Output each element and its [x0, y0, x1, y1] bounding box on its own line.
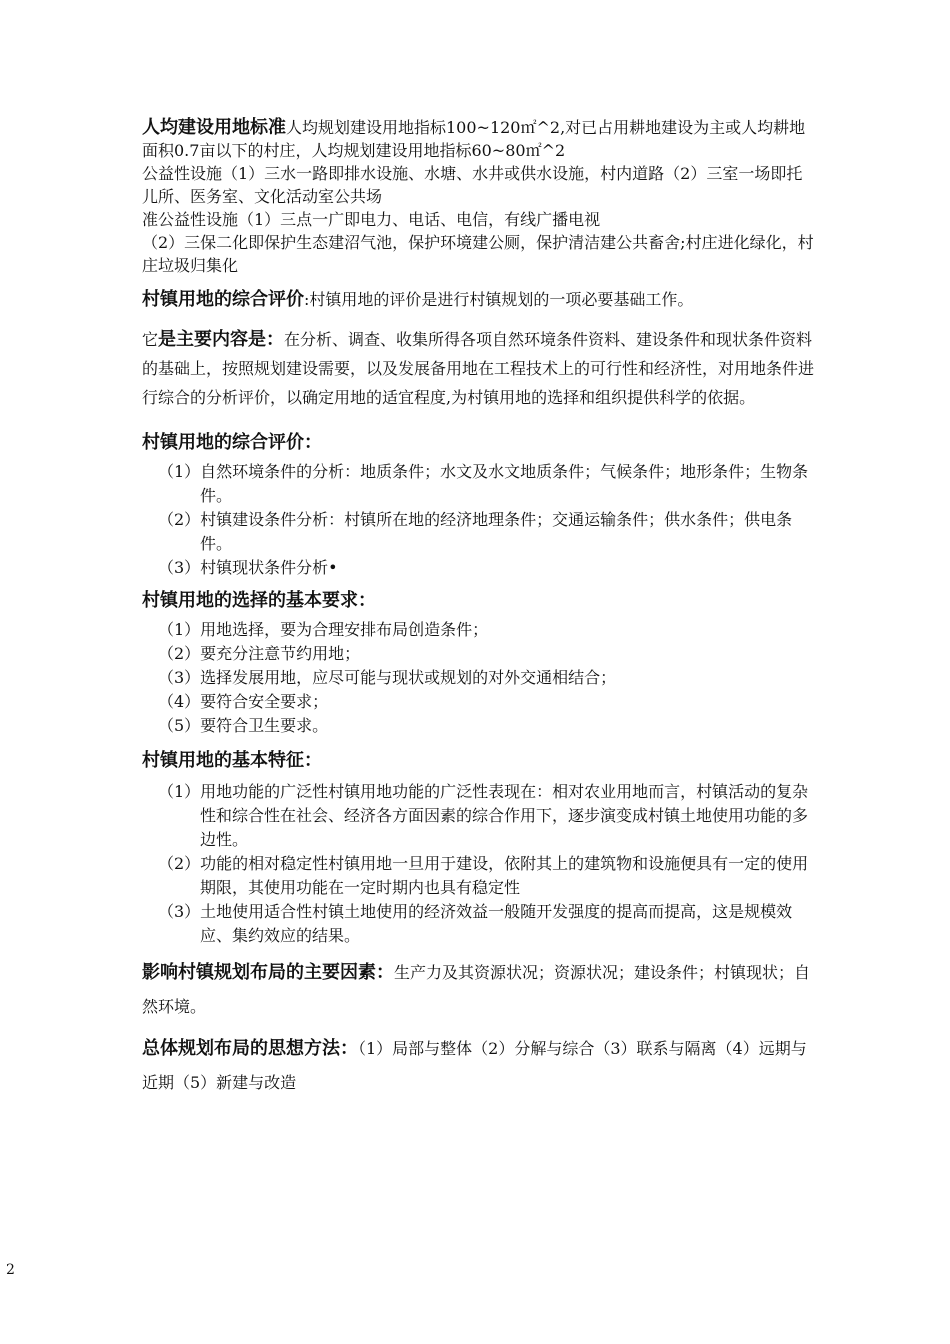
land-features-list	[142, 780, 814, 948]
land-features-heading: 村镇用地的基本特征：	[142, 750, 322, 771]
section-text: （1）局部与整体（2）分解与综合（3）联系与隔离（4）远期与近期（5）新建与改造	[142, 1039, 807, 1092]
document-page	[142, 116, 814, 1100]
section-heading: 村镇用地的综合评价	[142, 289, 304, 310]
land-selection-heading: 村镇用地的选择的基本要求：	[142, 590, 376, 611]
land-evaluation-list	[142, 460, 814, 580]
lead-bold: 是主要内容是：	[158, 329, 285, 350]
section-text: 人均规划建设用地指标100~120㎡^2,对已占用耕地建设为主或人均耕地面积0.7亩以下的村庄，人均规划建设用地指标60~80㎡^2	[142, 118, 806, 160]
quasi-public-facilities-paragraph: 准公益性设施（1）三点一广即电力、电话、电信，有线广播电视	[142, 210, 601, 229]
list-item: （1）用地功能的广泛性村镇用地功能的广泛性表现在：相对农业用地而言，村镇活动的复杂性和综合性在社会、经济各方面因素的综合作用下，逐步演变成村镇土地使用功能的多边性。	[158, 782, 809, 849]
land-selection-list	[142, 618, 814, 738]
land-evaluation-heading: 村镇用地的综合评价：	[142, 432, 322, 453]
list-item: （1）用地选择，要为合理安排布局创造条件；	[158, 620, 489, 639]
list-item: （4）要符合安全要求；	[158, 692, 329, 711]
section-heading: 人均建设用地标准	[142, 117, 286, 138]
land-evaluation-intro	[142, 287, 814, 313]
list-item: （2）村镇建设条件分析：村镇所在地的经济地理条件；交通运输条件；供水条件；供电条件。	[158, 510, 793, 553]
list-item: （5）要符合卫生要求。	[158, 716, 329, 735]
page-number: 2	[6, 1262, 15, 1278]
main-content-paragraph	[142, 325, 814, 412]
section-heading: 影响村镇规划布局的主要因素：	[142, 962, 394, 983]
section-text: 生产力及其资源状况；资源状况；建设条件；村镇现状；自然环境。	[142, 963, 811, 1016]
section-text: :村镇用地的评价是进行村镇规划的一项必要基础工作。	[304, 290, 694, 309]
section-text: 在分析、调查、收集所得各项自然环境条件资料、建设条件和现状条件资料的基础上，按照规划建设需要，以及发展备用地在工程技术上的可行性和经济性，对用地条件进行综合的分析评价，以确定用地的适宜程度,为村镇用地的选择和组织提供科学的依据。	[142, 330, 815, 407]
per-capita-land-standard	[142, 116, 814, 162]
layout-factors-paragraph	[142, 956, 814, 1024]
list-item: （2）要充分注意节约用地；	[158, 644, 361, 663]
section-heading: 总体规划布局的思想方法：	[142, 1038, 358, 1059]
list-item: （3）村镇现状条件分析•	[158, 558, 338, 577]
list-item: （1）自然环境条件的分析：地质条件；水文及水文地质条件；气候条件；地形条件；生物条件。	[158, 462, 809, 505]
public-facilities-paragraph: 公益性设施（1）三水一路即排水设施、水塘、水井或供水设施，村内道路（2）三室一场即托儿所、医务室、文化活动室公共场	[142, 164, 803, 206]
layout-methods-paragraph	[142, 1032, 814, 1100]
list-item: （3）选择发展用地，应尽可能与现状或规划的对外交通相结合；	[158, 668, 617, 687]
list-item: （2）功能的相对稳定性村镇用地一旦用于建设，依附其上的建筑物和设施便具有一定的使用期限，其使用功能在一定时期内也具有稳定性	[158, 854, 809, 897]
lead-plain: 它	[142, 330, 159, 349]
quasi-public-facilities-2-paragraph: （2）三保二化即保护生态建沼气池，保护环境建公厕，保护清洁建公共畜舍;村庄进化绿化，村庄垃圾归集化	[142, 233, 814, 275]
list-item: （3）土地使用适合性村镇土地使用的经济效益一般随开发强度的提高而提高，这是规模效应、集约效应的结果。	[158, 902, 793, 945]
